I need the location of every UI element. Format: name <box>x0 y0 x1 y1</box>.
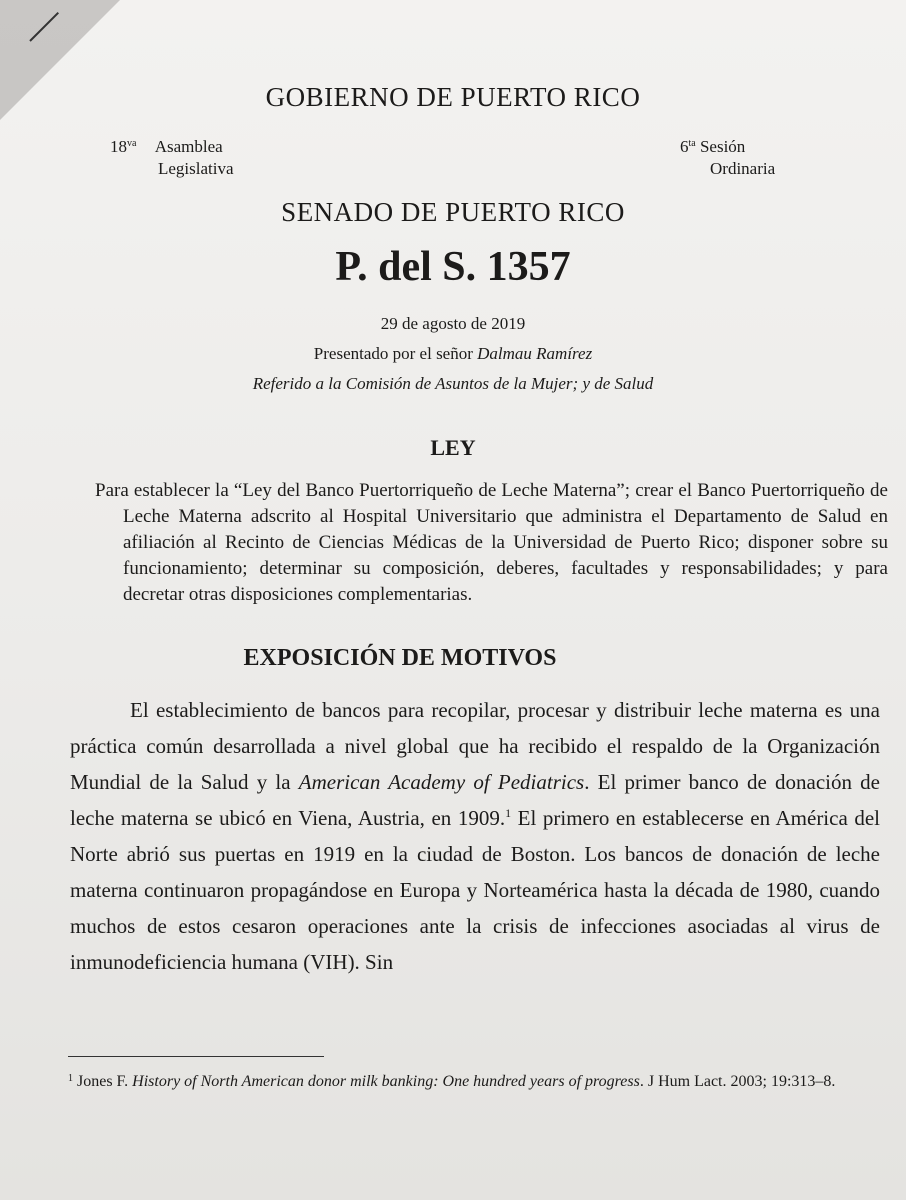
presented-by: Dalmau Ramírez <box>477 344 593 363</box>
law-summary: Para establecer la “Ley del Banco Puertorriqueño de Leche Materna”; crear el Banco Puertorriqueño de Leche Materna adscrito al Hospital Universitario que administra el Departamento de Salud en afiliación al Recinto de Ciencias Médicas de la Universidad de Puerto Rico; disponer sobre su funcionamiento; determinar su composición, deberes, facultades y responsabilidades; y para decretar otras disposiciones complementarias. <box>95 480 888 605</box>
paragraph-italic: American Academy of Pediatrics <box>298 770 585 794</box>
government-title: GOBIERNO DE PUERTO RICO <box>265 82 641 112</box>
assembly-line2: Legislativa <box>158 159 234 178</box>
paragraph-text-b: . El primer banco de donación de leche materna se ubicó en Viena, Austria, en 1909. <box>70 770 880 830</box>
footnote-author: Jones F. <box>77 1073 133 1090</box>
session-block <box>680 133 775 180</box>
motives-heading: EXPOSICIÓN DE MOTIVOS <box>243 645 557 671</box>
bill-number: P. del S. 1357 <box>335 244 571 290</box>
motives-paragraph <box>70 692 880 980</box>
paragraph-text-a: El establecimiento de bancos para recopilar, procesar y distribuir leche materna es una práctica común desarrollada a nivel global que ha recibido el respaldo de la Organización Mundial de la Salud y la <box>70 698 880 794</box>
session-line1: Sesión <box>699 137 746 156</box>
presented-line <box>0 344 906 364</box>
footnote-title: History of North American donor milk banking: One hundred years of progress <box>132 1073 640 1090</box>
footnote-rest: . J Hum Lact. 2003; 19:313–8. <box>639 1073 836 1090</box>
senate-title: SENADO DE PUERTO RICO <box>281 197 625 227</box>
assembly-block <box>110 133 234 180</box>
law-heading: LEY <box>430 435 476 460</box>
presented-prefix: Presentado por el señor <box>313 344 478 363</box>
footnote <box>68 1066 898 1095</box>
paragraph-text-c: El primero en establecerse en América del Norte abrió sus puertas en 1919 en la ciudad de Boston. Los bancos de donación de leche materna continuaron propagándose en Europa y Norteamérica hasta la década de 1980, cuando muchos de estos cesaron operaciones ante la crisis de infecciones asociadas al virus de inmunodeficiencia humana (VIH). Sin <box>70 806 881 974</box>
assembly-number: 18 <box>110 137 127 156</box>
footnote-divider <box>68 1056 324 1057</box>
bill-date: 29 de agosto de 2019 <box>380 314 526 333</box>
referred-line: Referido a la Comisión de Asuntos de la Mujer; y de Salud <box>252 374 654 393</box>
footnote-reference: 1 <box>505 806 512 820</box>
assembly-line1: Asamblea <box>154 137 223 156</box>
footnote-number: 1 <box>68 1073 73 1084</box>
session-suffix: ta <box>688 138 696 149</box>
assembly-suffix: va <box>127 138 137 149</box>
session-number: 6 <box>680 137 689 156</box>
session-line2: Ordinaria <box>710 159 776 178</box>
